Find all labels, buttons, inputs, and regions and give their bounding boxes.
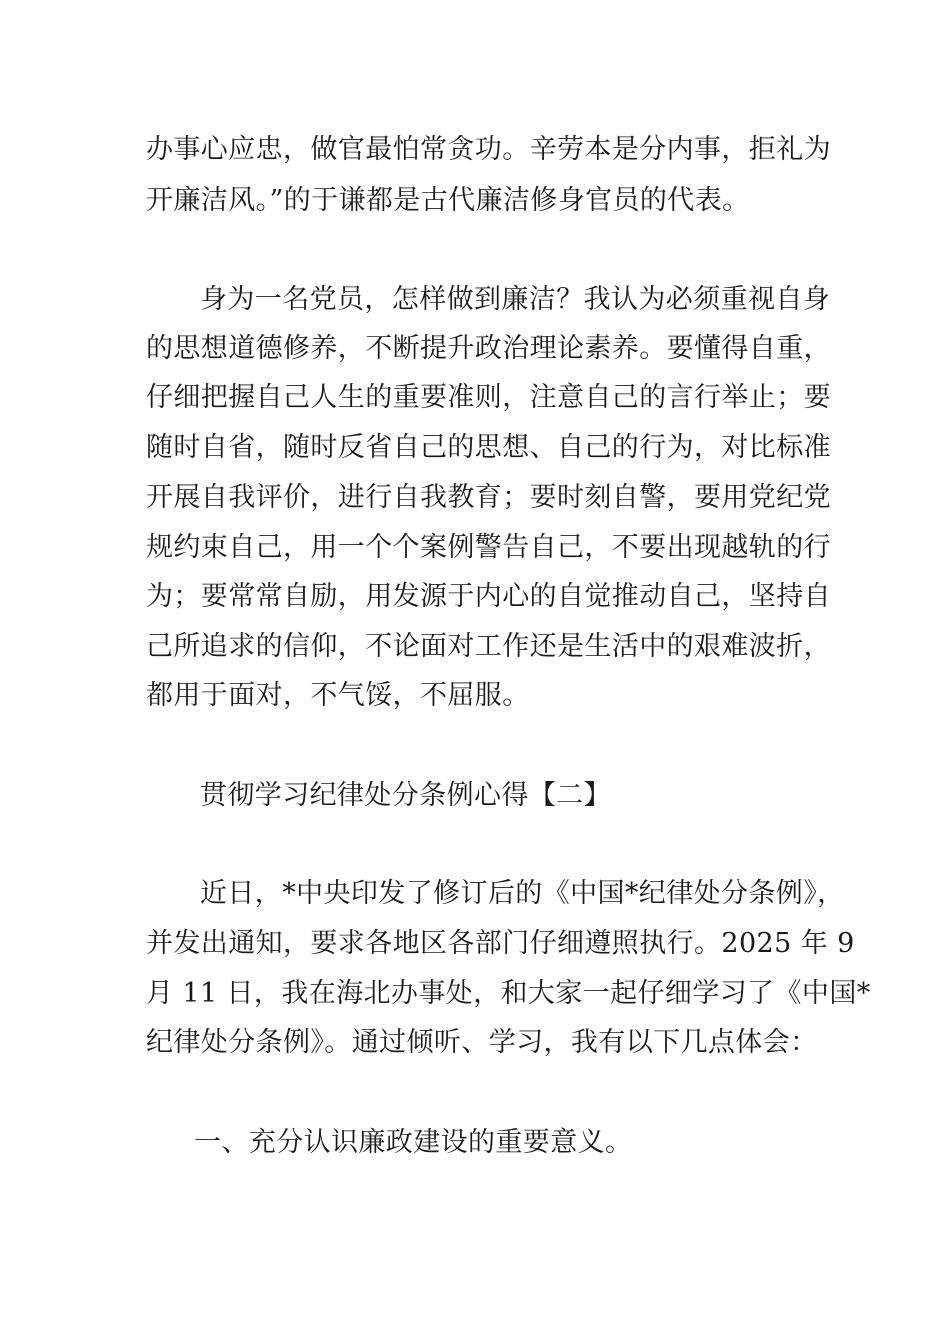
paragraph-line: 开展自我评价，进行自我教育；要时刻自警，要用党纪党 xyxy=(146,482,831,513)
paragraph-line: 身为一名党员，怎样做到廉洁？我认为必须重视自身 xyxy=(200,284,831,315)
paragraph-line: 开廉洁风。”的于谦都是古代廉洁修身官员的代表。 xyxy=(146,185,750,216)
paragraph-line: 近日，*中央印发了修订后的《中国*纪律处分条例》， xyxy=(200,878,845,909)
paragraph-line: 办事心应忠，做官最怕常贪功。辛劳本是分内事，拒礼为 xyxy=(146,134,831,165)
paragraph-line: 月 11 日，我在海北办事处，和大家一起仔细学习了《中国* xyxy=(146,978,871,1009)
paragraph-line: 为；要常常自励，用发源于内心的自觉推动自己，坚持自 xyxy=(146,581,831,612)
paragraph-line: 己所追求的信仰，不论面对工作还是生活中的艰难波折， xyxy=(146,631,831,662)
paragraph-line: 纪律处分条例》。通过倾听、学习，我有以下几点体会： xyxy=(146,1027,818,1058)
paragraph-line: 规约束自己，用一个个案例警告自己，不要出现越轨的行 xyxy=(146,532,831,563)
paragraph-line: 并发出通知，要求各地区各部门仔细遵照执行。2025 年 9 xyxy=(146,928,855,959)
subsection-heading: 一、充分认识廉政建设的重要意义。 xyxy=(194,1127,633,1158)
section-heading: 贯彻学习纪律处分条例心得【二】 xyxy=(200,780,611,811)
paragraph-line: 都用于面对，不气馁，不屈服。 xyxy=(146,680,530,711)
paragraph-line: 仔细把握自己人生的重要准则，注意自己的言行举止；要 xyxy=(146,382,831,413)
paragraph-line: 的思想道德修养，不断提升政治理论素养。要懂得自重， xyxy=(146,333,831,364)
paragraph-line: 随时自省，随时反省自己的思想、自己的行为，对比标准 xyxy=(146,432,831,463)
